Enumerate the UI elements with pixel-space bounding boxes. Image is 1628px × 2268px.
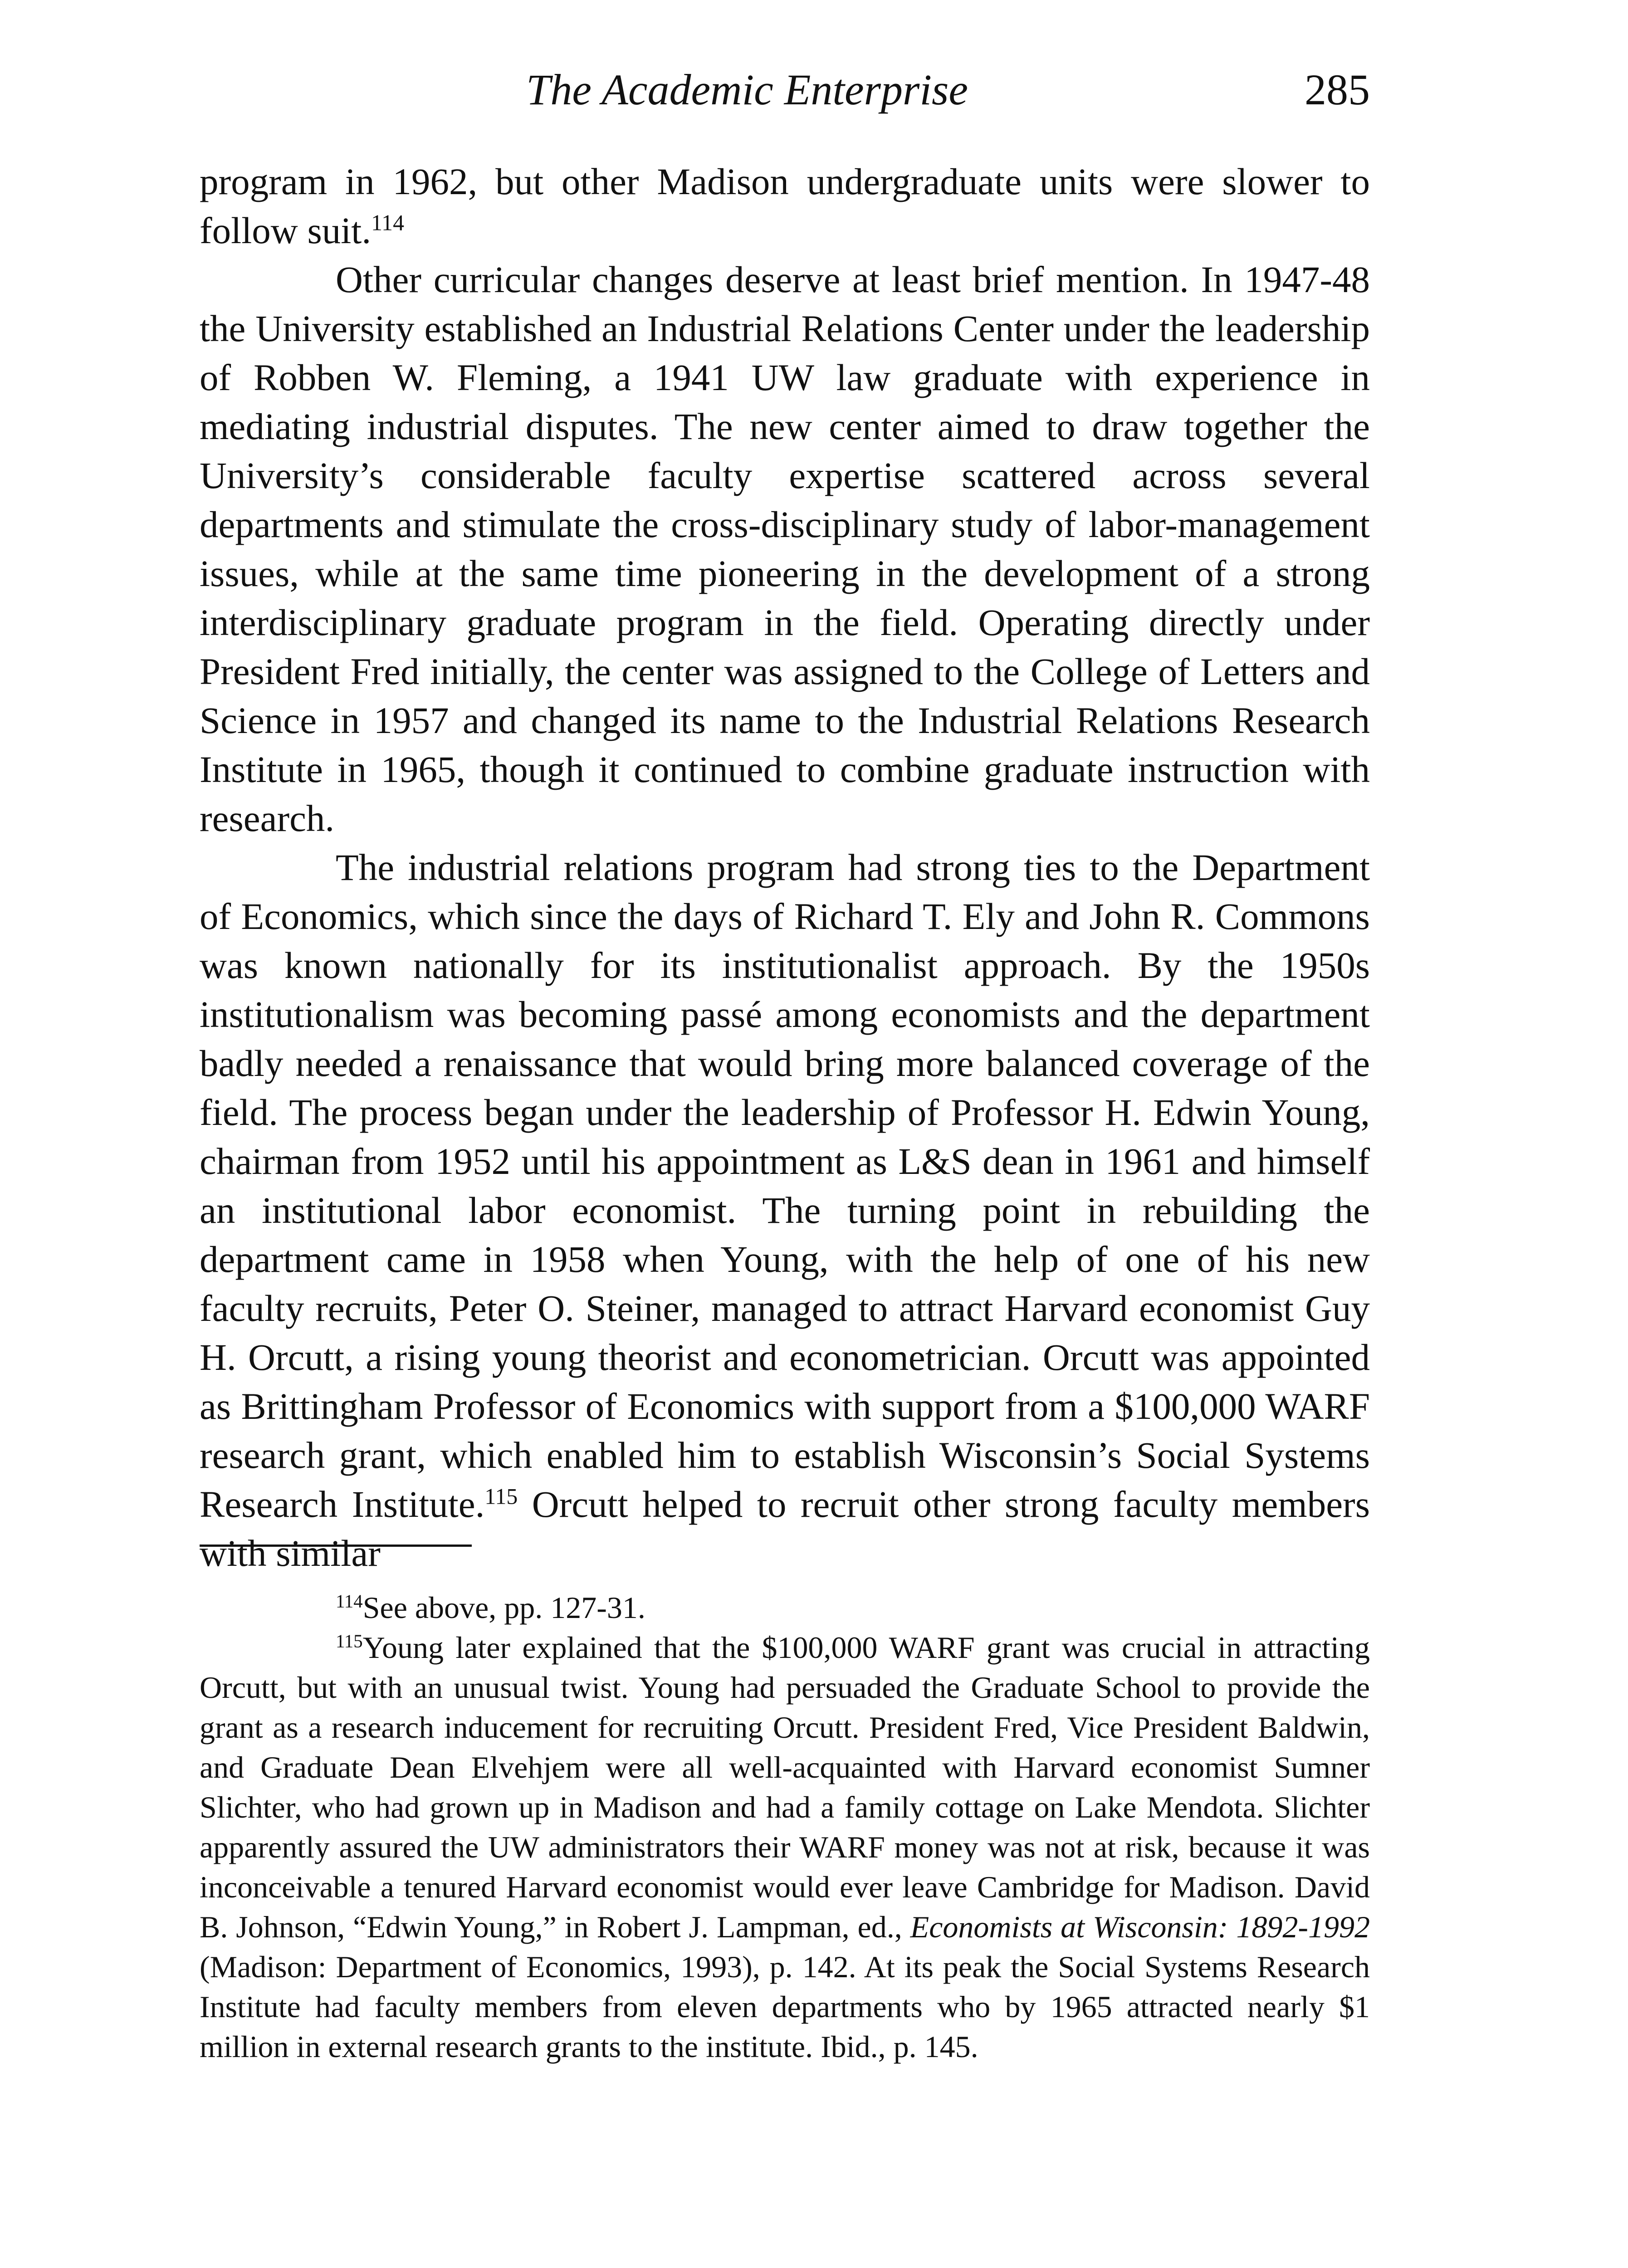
paragraph-3-continuation: Orcutt helped to recruit other strong faculty members with similar <box>200 1483 1370 1574</box>
page-number: 285 <box>1305 65 1370 114</box>
footnote-ref-114: 114 <box>371 210 404 235</box>
footnote-ref-115: 115 <box>484 1484 518 1509</box>
footnote-115-book-title: Economists at Wisconsin: 1892-1992 <box>910 1910 1370 1944</box>
footnote-115-mark: 115 <box>336 1631 363 1652</box>
paragraph-1-text: program in 1962, but other Madison undergraduate units were slower to follow suit. <box>200 161 1370 251</box>
footnote-114 <box>200 1588 1370 1628</box>
main-text <box>200 157 1370 1578</box>
footnote-114-mark: 114 <box>336 1591 363 1612</box>
paragraph-2 <box>200 255 1370 843</box>
footnote-114-text: See above, pp. 127-31. <box>362 1590 645 1625</box>
paragraph-3-text: The industrial relations program had strong ties to the Department of Economics, which since the days of Richard T. Ely and John R. Commons was known nationally for its institutionalist approach. By the 1950s institutionalism was becoming passé among economists and the department badly needed a renaissance that would bring more balanced coverage of the field. The process began under the leadership of Professor H. Edwin Young, chairman from 1952 until his appointment as L&S dean in 1961 and himself an institutional labor economist. The turning point in rebuilding the department came in 1958 when Young, with the help of one of his new faculty recruits, Peter O. Steiner, managed to attract Harvard economist Guy H. Orcutt, a rising young theorist and econometrician. Orcutt was appointed as Brittingham Professor of Economics with support from a $100,000 WARF research grant, which enabled him to establish Wisconsin’s Social Systems Research Institute. <box>200 846 1370 1525</box>
footnotes <box>200 1588 1370 2067</box>
footnote-115-text-end: (Madison: Department of Economics, 1993), p. 142. At its peak the Social Systems Research Institute had faculty members from eleven departments who by 1965 attracted nearly $1 million in external research grants to the institute. Ibid., p. 145. <box>200 1950 1370 2064</box>
page-header <box>200 58 1370 122</box>
footnote-115 <box>200 1628 1370 2067</box>
paragraph-3 <box>200 843 1370 1578</box>
running-title: The Academic Enterprise <box>526 65 968 114</box>
paragraph-1 <box>200 157 1370 255</box>
footnote-115-text: Young later explained that the $100,000 WARF grant was crucial in attracting Orcutt, but with an unusual twist. Young had persuaded the Graduate School to provide the grant as a research inducement for recruiting Orcutt. President Fred, Vice President Baldwin, and Graduate Dean Elvehjem were all well-acquainted with Harvard economist Sumner Slichter, who had grown up in Madison and had a family cottage on Lake Mendota. Slichter apparently assured the UW administrators their WARF money was not at risk, because it was inconceivable a tenured Harvard economist would ever leave Cambridge for Madison. David B. Johnson, “Edwin Young,” in Robert J. Lampman, ed., <box>200 1630 1370 1944</box>
paragraph-2-text: Other curricular changes deserve at least brief mention. In 1947-48 the University established an Industrial Relations Center under the leadership of Robben W. Fleming, a 1941 UW law graduate with experience in mediating industrial disputes. The new center aimed to draw together the University’s considerable faculty expertise scattered across several departments and stimulate the cross-disciplinary study of labor-management issues, while at the same time pioneering in the development of a strong interdisciplinary graduate program in the field. Operating directly under President Fred initially, the center was assigned to the College of Letters and Science in 1957 and changed its name to the Industrial Relations Research Institute in 1965, though it continued to combine graduate instruction with research. <box>200 259 1370 839</box>
footnote-divider <box>200 1545 472 1547</box>
